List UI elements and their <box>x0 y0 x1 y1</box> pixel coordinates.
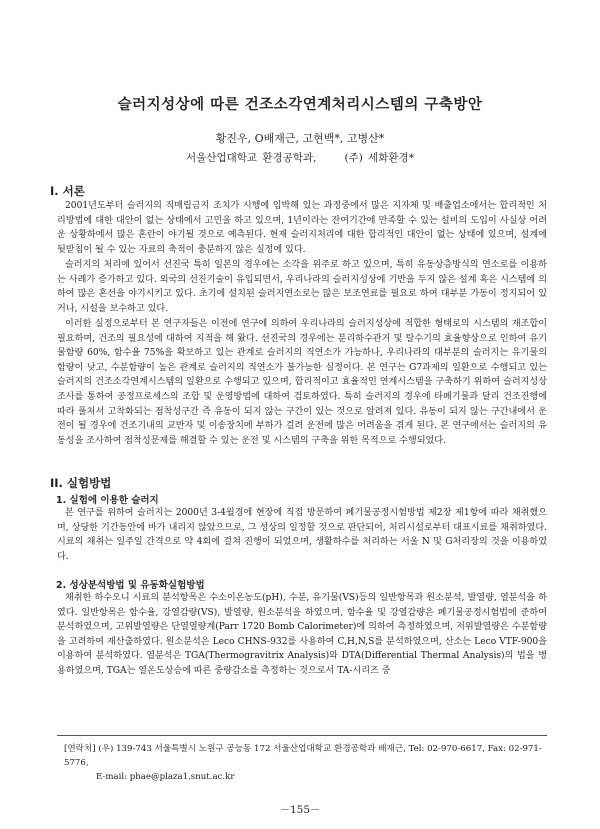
affiliation-primary: 서울산업대학교 환경공학과, <box>186 152 317 164</box>
affiliation-secondary: (주) 세화환경* <box>344 152 414 164</box>
section-heading-methods: II. 실험방법 <box>50 476 112 490</box>
intro-paragraph-3: 이러한 실정으로부터 본 연구자들은 이전에 연구에 의하여 우리나라의 슬러지성상에 적합한 형태로의 시스템의 재조합이 필요하며, 건조의 필요성에 대하여 지적을 해 왔다. 선진국의 경우에는 분리하수관거 및 탈수기의 효율향상으로 인하여 유기물함량 60%, 함수율 75%을 확보하고 있는 관계로 슬러지의 직연소가 가능하나, 우리나라의 대부분의 슬러지는 유기물의 함량이 낮고, 수분함량이 높은 관계로 슬러지의 직연소가 불가능한 실정이다. 본 연구는 G7과제의 일환으로 수행되고 있는 슬러지의 건조소각연계시스템의 일환으로 수행되고 있으며, 합리적이고 효율적인 연계시스템을 구축하기 위하여 슬러지성상조사를 통하여 공정프로세스의 조합 및 운영방법에 대하여 검토하였다. 특히 슬러지의 경우에 타폐기물과 달리 건조진행에 따라 풀처서 고착화되는 점착성구간 즉 유동이 되지 않는 구간이 있는 것으로 알려져 있다. 유동이 되지 않는 구간내에서 운전이 될 경우에 건조기내의 교반자 및 이송장치에 부하가 걸려 운전에 많은 어려움을 겪게 된다. 본 연구에서는 슬러지의 유동성을 조사하여 점착성문제를 해결할 수 있는 운전 및 시스템의 구축을 위한 목적으로 수행되었다. <box>57 319 547 446</box>
section-heading-introduction: I. 서론 <box>50 184 85 198</box>
page-number: －155－ <box>279 804 321 816</box>
contact-footnote <box>64 742 544 784</box>
contact-email: E-mail: phae@plaza1.snut.ac.kr <box>96 772 235 782</box>
author-list: 황진우, O배재근, 고현백*, 고병산* <box>215 132 385 145</box>
subsection-heading-sludge: 1. 실험에 이용한 슬러지 <box>56 495 159 506</box>
footnote-divider <box>57 735 547 736</box>
intro-paragraph-2: 슬러지의 처리에 있어서 선진국 특히 일본의 경우에는 소각을 위주로 하고 있으며, 특히 유동상층방식의 연소로를 이용하는 사례가 증가하고 있다. 외국의 선진기술이 유입되면서, 우리나라의 슬러지성상에 기반을 두지 않은 설계 혹은 시스템에 의하여 많은 혼선을 야기시키고 있다. 초기에 설치된 슬러지연소로는 많은 보조연료를 필요로 하여 대부분 가동이 정지되어 있거나, 시설을 보수하고 있다. <box>57 260 547 314</box>
affiliation-line <box>0 150 600 165</box>
methods-paragraph-sludge: 본 연구를 위하여 슬러지는 2000년 3-4월경에 현장에 직접 방문하여 폐기물공정시험방법 제2장 제1항에 따라 채취했으며, 상당한 기간동안에 바가 내리지 않았으므로, 그 성상의 일정할 것으로 판단되어, 처리시설로부터 대표시료를 채취하였다. 시료의 채취는 일주일 간격으로 약 4회에 걸쳐 진행이 되었으며, 생활하수를 처리하는 서울 N 및 G처리장의 것을 이용하였다. <box>57 508 547 562</box>
subsection-heading-analysis: 2. 성상분석방법 및 유동화실험방법 <box>56 580 205 591</box>
intro-paragraph-1: 2001년도부터 슬러지의 직매립금지 조치가 시행에 임박해 있는 과정중에서 많은 지자체 및 배출업소에서는 합리적인 처리방법에 대한 대안이 없는 상태에서 고민을 하고 있으며, 1년이라는 잔여기간에 만족할 수 있는 설비의 도입이 사실상 어려운 상황하에서 많은 혼란이 야기될 것으로 예측된다. 현재 슬러지처리에 대한 합리적인 대안이 없는 상태에 있으며, 설계에 뒷받침이 될 수 있는 자료의 축적이 충분하지 않은 실정에 있다. <box>57 201 547 255</box>
contact-address: [연락처] (우) 139-743 서울특별시 노원구 공능동 172 서울산업대학교 환경공학과 배재근, Tel: 02-970-6617, Fax: 02-971-5776, <box>64 744 542 768</box>
paper-title: 슬러지성상에 따른 건조소각연계처리시스템의 구축방안 <box>117 97 483 113</box>
methods-paragraph-analysis: 채취한 하수오니 시료의 분석항목은 수소이온농도(pH), 수분, 유기물(VS)등의 일반항목과 원소분석, 발열량, 열분석을 하였다. 일반항목은 함수율, 강열감량(VS), 발열량, 원소분석을 하였으며, 함수율 및 강열감량은 폐기물공정시험법에 준하여 분석하였으며, 고위발열량은 단열열량계(Parr 1720 Bomb Calorimeter)에 의하여 측정하였으며, 저위발열량은 수분함량을 고려하여 재산출하였다. 원소분석은 Leco CHNS-932를 사용하여 C,H,N,S를 분석하였으며, 산소는 Leco VTF-900을 이용하여 분석하였다. 열분석은 TGA(Thermogravitrix Analysis)와 DTA(Differential Thermal Analysis)의 법을 병용하였으며, TGA는 열온도상승에 따른 중량감소를 측정하는 것으로서 TA-시리즈 중 <box>57 593 547 676</box>
